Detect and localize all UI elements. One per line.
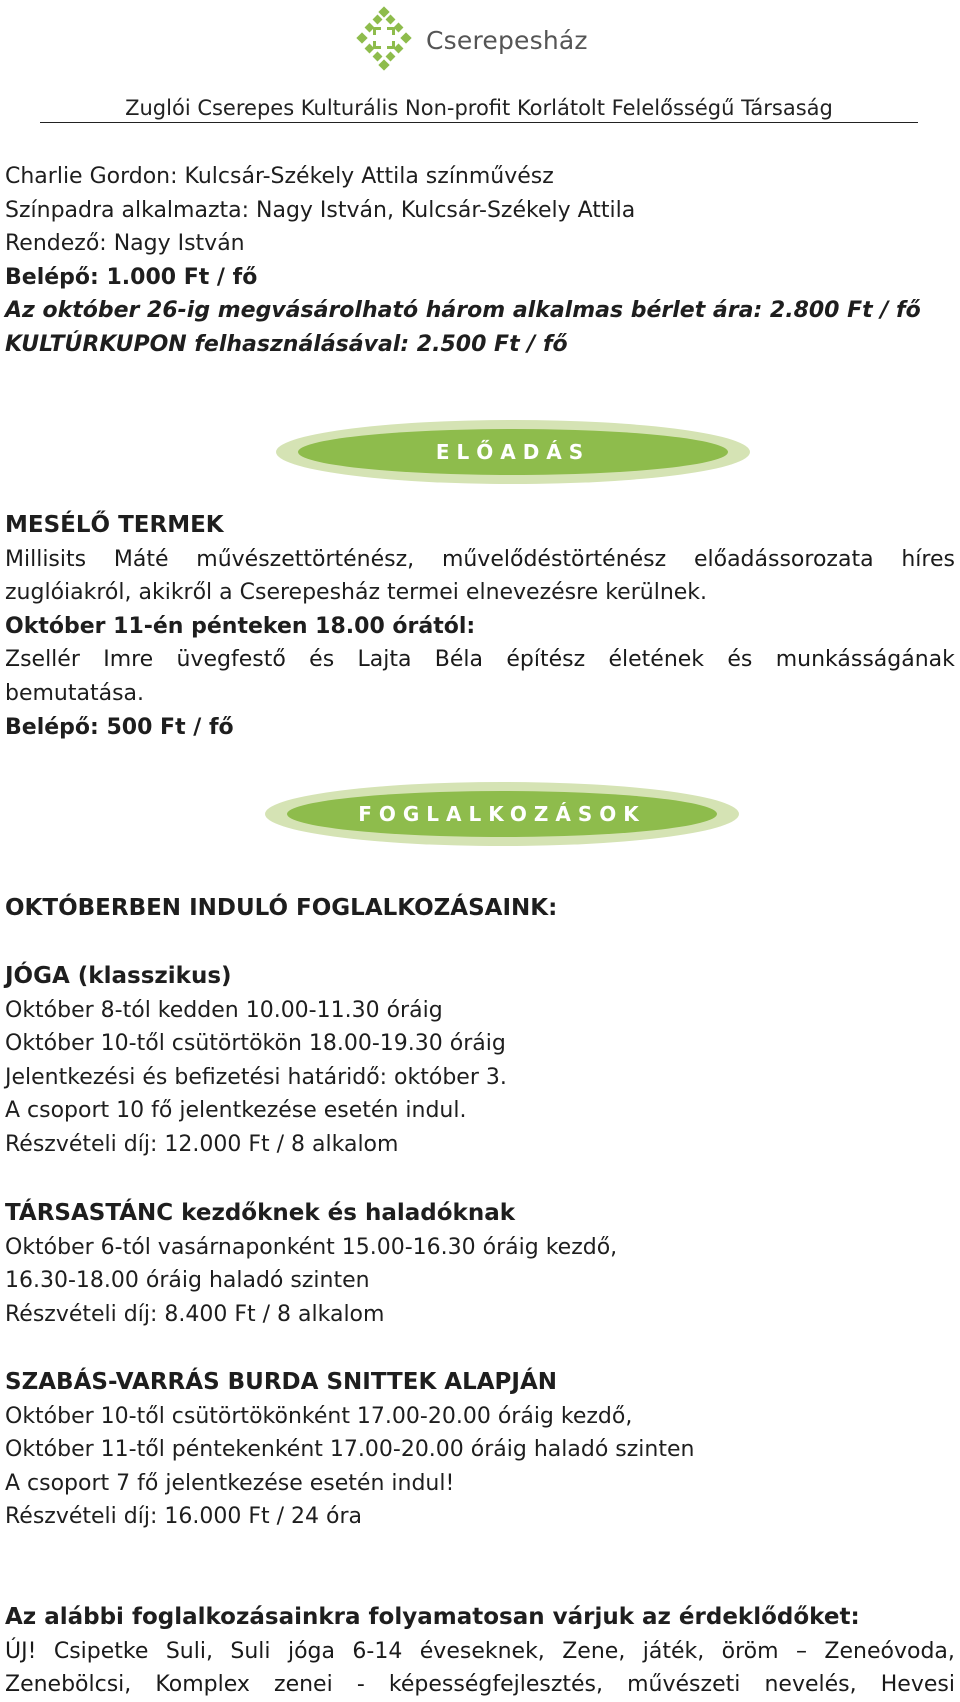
activity-title: SZABÁS-VARRÁS BURDA SNITTEK ALAPJÁN (5, 1369, 557, 1395)
section-banner-eloadas (276, 420, 750, 484)
director-line: Rendező: Nagy István (5, 231, 245, 257)
activity-line: A csoport 7 fő jelentkezése esetén indul! (5, 1470, 455, 1496)
activity-line: 16.30-18.00 óráig haladó szinten (5, 1268, 370, 1294)
activities-heading: OKTÓBERBEN INDULÓ FOGLALKOZÁSAINK: (5, 895, 558, 921)
activity-line: Október 8-tól kedden 10.00-11.30 óráig (5, 997, 443, 1023)
tarsastanc-section (5, 1197, 955, 1331)
adaptation-line: Színpadra alkalmazta: Nagy István, Kulcsár-Székely Attila (5, 197, 636, 223)
meselo-termek-section (5, 509, 955, 744)
activity-line: Október 10-től csütörtökön 18.00-19.30 óráig (5, 1031, 506, 1057)
cast-line: Charlie Gordon: Kulcsár-Székely Attila színművész (5, 164, 554, 189)
activity-line: A csoport 10 fő jelentkezése esetén indul. (5, 1098, 467, 1124)
description-line: zuglóiakról, akikről a Cserepesház termei elnevezésre kerülnek. (5, 580, 708, 606)
cserepeshaz-logo-icon (356, 6, 412, 74)
activity-line: Október 6-tól vasárnaponként 15.00-16.30 óráig kezdő, (5, 1234, 618, 1260)
activity-fee: Részvételi díj: 8.400 Ft / 8 alkalom (5, 1301, 385, 1327)
activity-line: Október 10-től csütörtökönként 17.00-20.00 óráig kezdő, (5, 1403, 633, 1429)
logo-text: Cserepesház (426, 25, 588, 55)
topic-line: Zsellér Imre üvegfestő és Lajta Béla építész életének és munkásságának (5, 647, 955, 673)
banner-label: ELŐADÁS (435, 440, 591, 464)
activity-title: TÁRSASTÁNC kezdőknek és haladóknak (5, 1200, 516, 1226)
organization-heading: Zuglói Cserepes Kulturális Non-profit Korlátolt Felelősségű Társaság (40, 96, 918, 123)
ticket-price: Belépő: 1.000 Ft / fő (5, 264, 258, 290)
szabas-varras-section (5, 1366, 955, 1534)
activity-title: JÓGA (klasszikus) (5, 963, 232, 989)
ongoing-line: ÚJ! Csipetke Suli, Suli jóga 6-14 éveseknek, Zene, játék, öröm – Zeneóvoda, (5, 1638, 955, 1664)
banner-label: FOGLALKOZÁSOK (358, 802, 646, 826)
activity-line: Október 11-től péntekenként 17.00-20.00 óráig haladó szinten (5, 1437, 695, 1463)
season-ticket-price: Az október 26-ig megvásárolható három alkalmas bérlet ára: 2.800 Ft / fő (5, 298, 921, 324)
activity-fee: Részvételi díj: 16.000 Ft / 24 óra (5, 1504, 362, 1530)
joga-section (5, 960, 955, 1162)
activity-fee: Részvételi díj: 12.000 Ft / 8 alkalom (5, 1131, 399, 1157)
entry-price: Belépő: 500 Ft / fő (5, 714, 234, 740)
activities-heading-block (5, 892, 955, 926)
ongoing-line: Zenebölcsi, Komplex zenei - képességfejlesztés, művészeti nevelés, Hevesi (5, 1672, 955, 1698)
ongoing-section (5, 1601, 955, 1702)
topic-line: bemutatása. (5, 680, 145, 706)
event-date: Október 11-én pénteken 18.00 órától: (5, 613, 476, 639)
activity-line: Jelentkezési és befizetési határidő: október 3. (5, 1064, 507, 1090)
performance-info (5, 160, 955, 362)
section-title: MESÉLŐ TERMEK (5, 512, 224, 538)
section-banner-foglalkozasok (265, 782, 739, 846)
description-line: Millisits Máté művészettörténész, művelődéstörténész előadássorozata híres (5, 546, 955, 572)
kulturkupon-price: KULTÚRKUPON felhasználásával: 2.500 Ft / fő (5, 331, 568, 357)
ongoing-title: Az alábbi foglalkozásainkra folyamatosan várjuk az érdeklődőket: (5, 1604, 860, 1630)
logo (356, 4, 588, 76)
